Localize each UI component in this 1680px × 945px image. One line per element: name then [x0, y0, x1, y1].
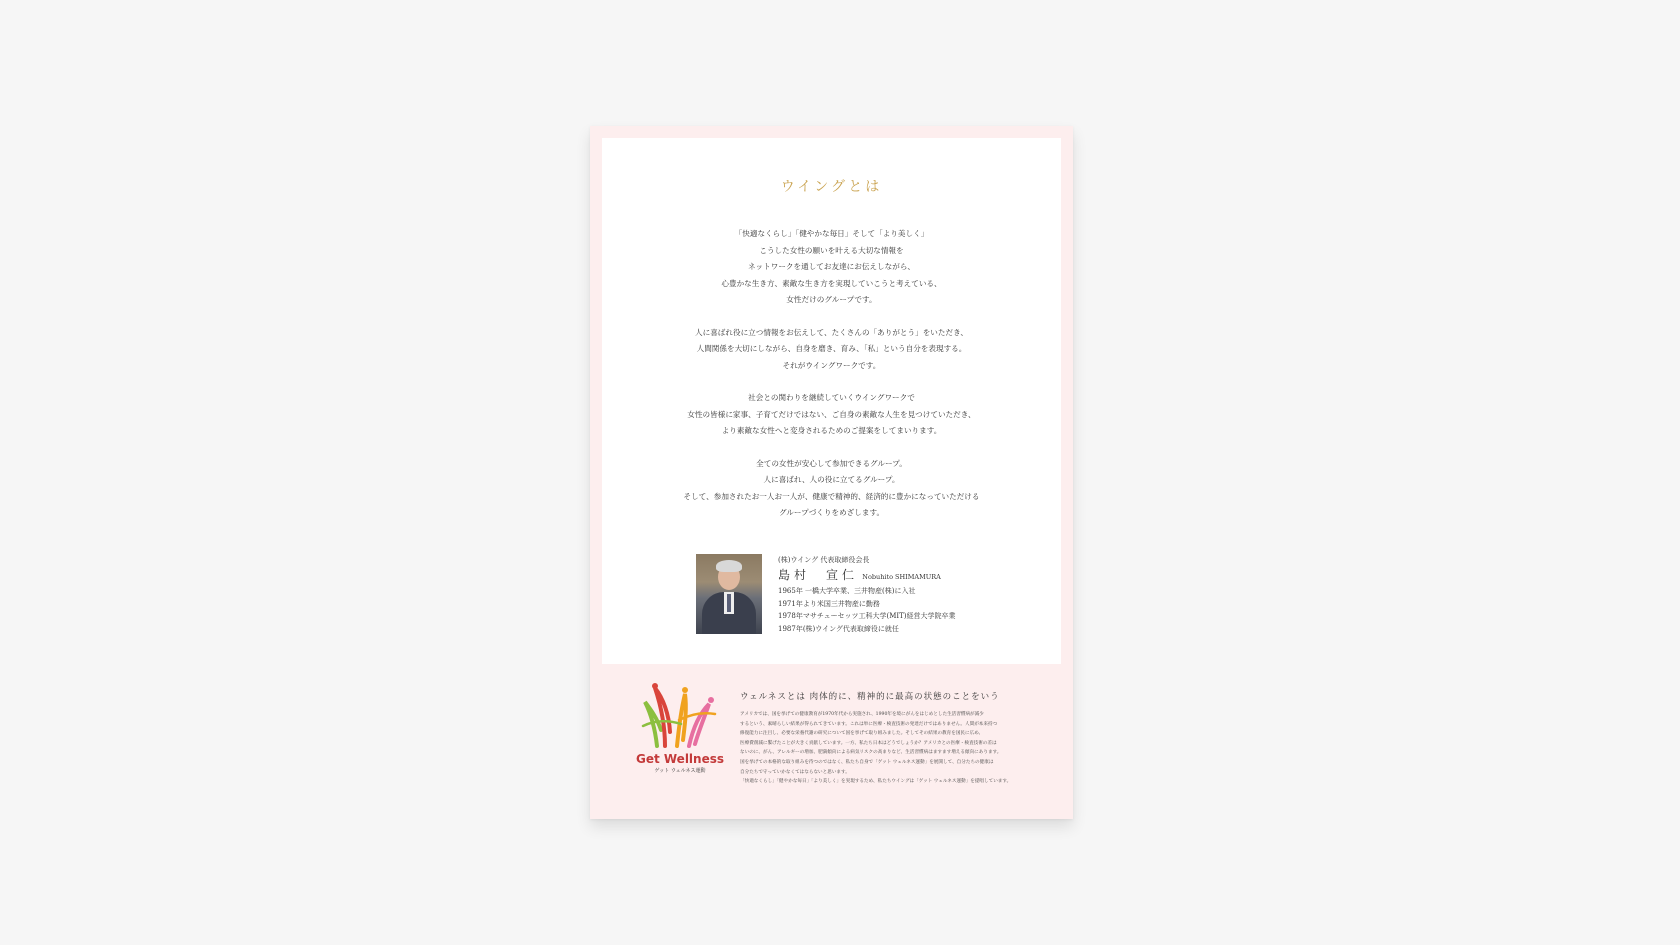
intro-text: [602, 226, 1061, 538]
profile-history: [778, 585, 956, 635]
page-title: ウイングとは: [780, 179, 883, 195]
history-item: 1965年 一橋大学卒業、三井物産(株)に入社: [778, 587, 916, 595]
wellness-line: 医療費削減に繋げたことが大きく貢献しています。一方、私たち日本はどうでしょうか？アメリカとの医療・検査技術の差は: [740, 740, 997, 746]
text-line: 全ての女性が安心して参加できるグループ。: [756, 458, 907, 468]
wellness-line: 「快適なくらし」「健やかな毎日」「より美しく」を実現するため、私たちウイングは「ゲット ウェルネス運動」を提唱しています。: [740, 779, 1012, 785]
portrait-hair: [716, 560, 742, 572]
wellness-text: [740, 710, 1040, 787]
text-line: ネットワークを通してお友達にお伝えしながら、: [747, 262, 916, 271]
text-line: 人に喜ばれ役に立つ情報をお伝えして、たくさんの「ありがとう」をいただき、: [695, 327, 968, 337]
text-line: それがウイングワークです。: [782, 360, 881, 370]
portrait-photo: [696, 554, 762, 634]
paragraph-1: [602, 226, 1061, 309]
get-wellness-logo: [635, 680, 725, 780]
wellness-line: 国を挙げての本格的な取り組みを待つのではなく、私たち自身で「ゲット ウェルネス運動」を展開して、自分たちの健康は: [740, 759, 994, 765]
text-line: そして、参加されたお一人お一人が、健康で精神的、経済的に豊かになっていただける: [683, 491, 980, 501]
text-line: グループづくりをめざします。: [778, 508, 885, 517]
logo-subtitle: ゲット ウェルネス運動: [654, 768, 706, 774]
wellness-line: するという、素晴らしい結果が得られてきています。これは単に医療・検査技術の発達だけではありません。人間が本来持つ: [740, 721, 998, 727]
text-line: 社会との関わりを継続していくウイングワークで: [748, 393, 915, 402]
profile-block: [778, 554, 956, 635]
text-line: 心豊かな生き方、素敵な生き方を実現していこうと考えている、: [721, 278, 942, 288]
history-item: 1987年(株)ウイング代表取締役に就任: [778, 624, 899, 633]
text-line: こうした女性の願いを叶える大切な情報を: [759, 245, 904, 255]
history-item: 1971年より米国三井物産に勤務: [778, 599, 880, 608]
profile-name-row: [778, 569, 956, 584]
wellness-heading: ウェルネスとは 肉体的に、精神的に最高の状態のことをいう: [740, 692, 1000, 702]
text-line: 人間関係を大切にしながら、自身を磨き、育み、「私」という自分を表現する。: [696, 344, 967, 353]
text-line: 女性の皆様に家事、子育てだけではない、ご自身の素敵な人生を見つけていただき、: [687, 409, 976, 419]
logo-wordmark: Get Wellness: [635, 752, 725, 766]
wellness-line: アメリカでは、国を挙げての健康教育が1970年代から実施され、1990年を境にがんをはじめとした生活習慣病が減少: [740, 712, 984, 717]
profile-name: 島村 宣仁: [778, 567, 859, 582]
wellness-line: 自分たちで守っていかなくてはならないと思います。: [740, 769, 850, 775]
portrait-tie: [727, 594, 731, 612]
document-sheet: [590, 126, 1073, 819]
text-line: 女性だけのグループです。: [786, 295, 877, 304]
text-line: より素敵な女性へと変身されるためのご提案をしてまいります。: [721, 426, 942, 435]
main-panel: [602, 138, 1061, 664]
wellness-line: ないのに、がん、アレルギーの増加、肥満傾向による病気リスクの高まりなど、生活習慣病はますます増える傾向にあります。: [740, 750, 1002, 756]
paragraph-4: [602, 456, 1061, 522]
wellness-line: 修復能力に注目し、必要な栄養代謝の研究について国を挙げて取り組みました。そしてその結果の教育を国民に広め、: [740, 731, 984, 737]
profile-role: (株)ウイング 代表取締役会長: [778, 556, 870, 564]
paragraph-3: [602, 390, 1061, 440]
wellness-figures-icon: [635, 680, 725, 752]
text-line: 人に喜ばれ、人の役に立てるグループ。: [763, 475, 900, 484]
paragraph-2: [602, 325, 1061, 375]
wellness-section: [740, 690, 1040, 787]
profile-roman-name: Nobuhito SHIMAMURA: [862, 572, 941, 581]
text-line: 「快適なくらし」「健やかな毎日」そして「より美しく」: [734, 229, 929, 238]
history-item: 1978年マサチューセッツ工科大学(MIT)経営大学院卒業: [778, 612, 956, 620]
